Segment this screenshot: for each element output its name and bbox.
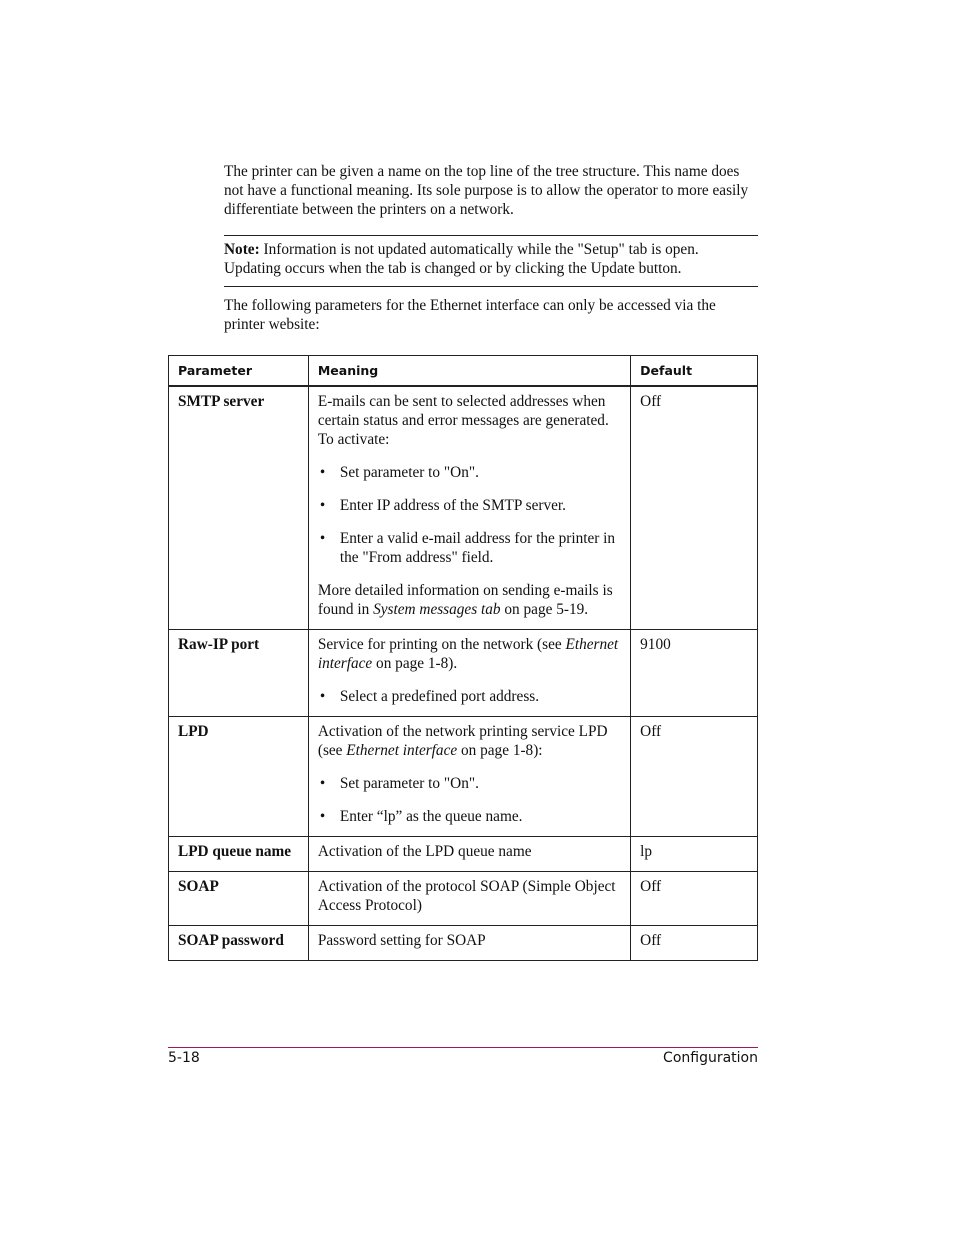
param-meaning: Activation of the protocol SOAP (Simple Object Access Protocol) [308,872,630,926]
param-name: SOAP password [169,926,309,961]
bullet-icon: • [319,464,326,481]
param-name: LPD queue name [169,837,309,872]
cross-reference-link[interactable]: Ethernet interface [346,742,458,759]
note-label: Note: [224,241,260,258]
header-meaning: Meaning [308,356,630,387]
table-row [169,630,758,717]
list-item: • Select a predefined port address. [319,688,540,705]
list-item: • Enter “lp” as the queue name. [319,808,523,825]
page-number: 5-18 [168,1050,200,1066]
bullet-icon: • [319,808,326,825]
bullet-icon: • [319,497,326,514]
table-row [169,386,758,630]
bullet-icon: • [319,775,326,792]
cross-reference-link[interactable]: System messages tab [373,601,501,618]
param-name: SOAP [169,872,309,926]
table-header-row [169,356,758,387]
footer-divider [168,1047,758,1048]
meaning-outro: More detailed information on sending e-mails is found in System messages tab on page 5-19. [317,582,613,618]
param-default: Off [631,386,758,630]
note-text: Information is not updated automatically while the "Setup" tab is open. Updating occurs when the tab is changed or by clicking the Update button. [224,241,699,277]
list-item: • Enter IP address of the SMTP server. [319,497,566,514]
list-item: • Set parameter to "On". [319,775,479,792]
param-name: SMTP server [169,386,309,630]
param-meaning [308,386,630,630]
meaning-intro: E-mails can be sent to selected addresses when certain status and error messages are generated. To activate: [317,393,609,448]
param-default: Off [631,717,758,837]
section-title: Configuration [663,1050,758,1066]
param-default: Off [631,926,758,961]
intro-paragraph: The printer can be given a name on the top line of the tree structure. This name does not have a functional meaning. Its sole purpose is to allow the operator to more easily differentiate between the printers on a network. [224,163,749,218]
header-default: Default [631,356,758,387]
meaning-intro: Activation of the network printing service LPD (see Ethernet interface on page 1-8): [317,723,608,759]
param-meaning [308,630,630,717]
param-name: LPD [169,717,309,837]
param-meaning: Password setting for SOAP [308,926,630,961]
bullet-list [318,687,621,706]
param-meaning: Activation of the LPD queue name [308,837,630,872]
list-item: • Set parameter to "On". [319,464,479,481]
param-meaning [308,717,630,837]
param-default: lp [631,837,758,872]
param-name: Raw-IP port [169,630,309,717]
table-row [169,872,758,926]
table-row [169,926,758,961]
bullet-list [318,774,621,826]
header-parameter: Parameter [169,356,309,387]
list-item: • Enter a valid e-mail address for the printer in the "From address" field. [319,530,616,566]
parameters-intro: The following parameters for the Ethernet interface can only be accessed via the printer website: [224,297,716,333]
table-row [169,837,758,872]
bullet-icon: • [319,688,326,705]
param-default: Off [631,872,758,926]
param-default: 9100 [631,630,758,717]
bullet-list [318,463,621,567]
parameters-table [168,355,758,961]
meaning-intro: Service for printing on the network (see Ethernet interface on page 1-8). [317,636,619,672]
cross-reference-link[interactable]: Ethernet interface [317,636,619,672]
note-box [224,235,758,287]
bullet-icon: • [319,530,326,547]
table-row [169,717,758,837]
